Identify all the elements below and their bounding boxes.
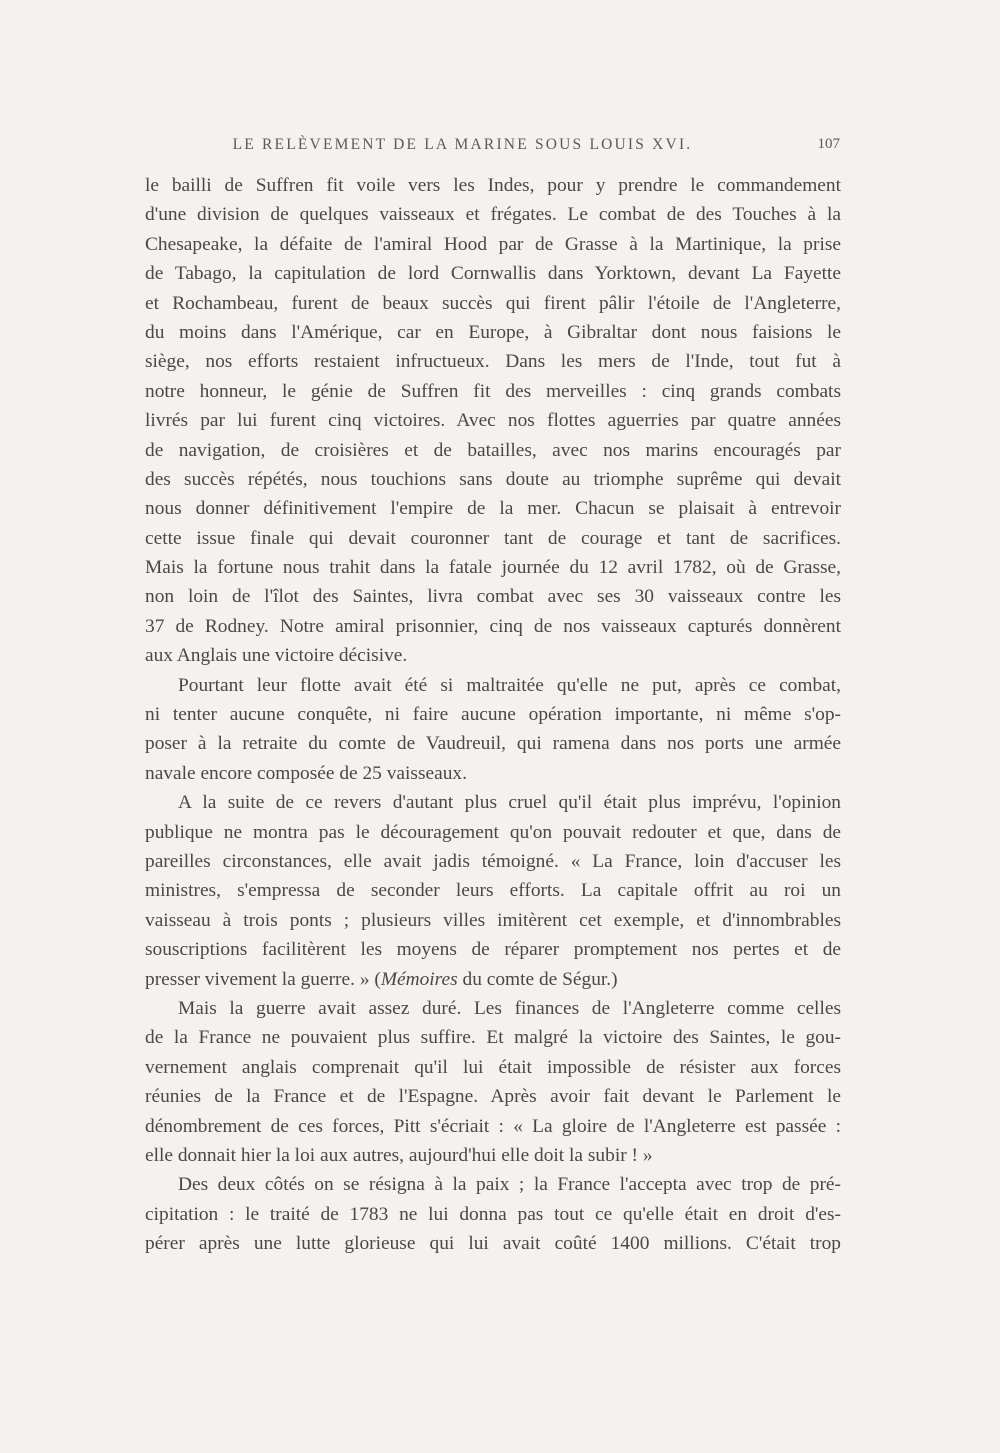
text-line: vernement anglais comprenait qu'il lui était impossible de résister aux forces — [145, 1056, 841, 1078]
text-line: le bailli de Suffren fit voile vers les Indes, pour y prendre le commandement — [145, 175, 841, 196]
text-line — [145, 965, 841, 994]
text-line: de Tabago, la capitulation de lord Cornwallis dans Yorktown, devant La Fayette — [145, 263, 841, 285]
text-line: publique ne montra pas le découragement qu'on pouvait redouter et que, dans de — [145, 821, 841, 843]
text-line: pérer après une lutte glorieuse qui lui avait coûté 1400 millions. C'était trop — [145, 1233, 841, 1255]
text-line: A la suite de ce revers d'autant plus cruel qu'il était plus imprévu, l'opinion — [178, 792, 841, 814]
text-line: d'une division de quelques vaisseaux et frégates. Le combat de des Touches à la — [145, 204, 841, 226]
text-line: cette issue finale qui devait couronner tant de courage et tant de sacrifices. — [145, 527, 841, 549]
text-line: de navigation, de croisières et de batailles, avec nos marins encouragés par — [145, 439, 841, 461]
text-line: notre honneur, le génie de Suffren fit des merveilles : cinq grands combats — [145, 380, 841, 402]
text-line: ministres, s'empressa de seconder leurs efforts. La capitale offrit au roi un — [145, 880, 841, 902]
text-line: de la France ne pouvaient plus suffire. Et malgré la victoire des Saintes, le gou- — [145, 1027, 841, 1049]
text-segment: du comte de Ségur.) — [457, 968, 618, 990]
text-line: du moins dans l'Amérique, car en Europe, à Gibraltar dont nous faisions le — [145, 321, 841, 343]
text-line: aux Anglais une victoire décisive. — [145, 645, 408, 667]
text-line: Pourtant leur flotte avait été si maltraitée qu'elle ne put, après ce combat, — [178, 674, 841, 696]
text-line: dénombrement de ces forces, Pitt s'écriait : « La gloire de l'Angleterre est passée : — [145, 1115, 841, 1137]
text-line: siège, nos efforts restaient infructueux. Dans les mers de l'Inde, tout fut à — [145, 351, 841, 373]
text-segment: presser vivement la guerre. » ( — [145, 968, 381, 990]
text-line: Mais la fortune nous trahit dans la fatale journée du 12 avril 1782, où de Grasse, — [145, 557, 841, 579]
text-line: ni tenter aucune conquête, ni faire aucune opération importante, ni même s'op- — [145, 704, 841, 726]
text-line: Chesapeake, la défaite de l'amiral Hood par de Grasse à la Martinique, la prise — [145, 233, 841, 255]
italic-title: Mémoires — [380, 968, 458, 990]
text-line: nous donner définitivement l'empire de la mer. Chacun se plaisait à entrevoir — [145, 498, 841, 520]
text-line: pareilles circonstances, elle avait jadis témoigné. « La France, loin d'accuser les — [145, 850, 841, 872]
text-line: 37 de Rodney. Notre amiral prisonnier, cinq de nos vaisseaux capturés donnèrent — [145, 615, 841, 637]
text-line: Mais la guerre avait assez duré. Les finances de l'Angleterre comme celles — [178, 997, 841, 1019]
text-line: Des deux côtés on se résigna à la paix ; la France l'accepta avec trop de pré- — [178, 1174, 841, 1196]
text-line: elle donnait hier la loi aux autres, aujourd'hui elle doit la subir ! » — [145, 1144, 653, 1166]
running-head — [145, 136, 840, 160]
text-line: non loin de l'îlot des Saintes, livra combat avec ses 30 vaisseaux contre les — [145, 586, 841, 608]
text-line: poser à la retraite du comte de Vaudreuil, qui ramena dans nos ports une armée — [145, 733, 841, 755]
text-line: livrés par lui furent cinq victoires. Avec nos flottes aguerries par quatre années — [145, 410, 841, 432]
page-number: 107 — [817, 136, 840, 152]
body-text — [145, 171, 841, 1258]
text-line: navale encore composée de 25 vaisseaux. — [145, 762, 467, 784]
text-line: et Rochambeau, furent de beaux succès qui firent pâlir l'étoile de l'Angleterre, — [145, 292, 841, 314]
text-line: vaisseau à trois ponts ; plusieurs villes imitèrent cet exemple, et d'innombrables — [145, 909, 841, 931]
text-line: souscriptions facilitèrent les moyens de réparer promptement nos pertes et de — [145, 939, 841, 961]
running-title: LE RELÈVEMENT DE LA MARINE SOUS LOUIS XVI. — [232, 136, 693, 153]
text-line: des succès répétés, nous touchions sans doute au triomphe suprême qui devait — [145, 468, 841, 490]
text-line: réunies de la France et de l'Espagne. Après avoir fait devant le Parlement le — [145, 1086, 841, 1108]
text-line: cipitation : le traité de 1783 ne lui donna pas tout ce qu'elle était en droit d'es- — [145, 1203, 841, 1225]
